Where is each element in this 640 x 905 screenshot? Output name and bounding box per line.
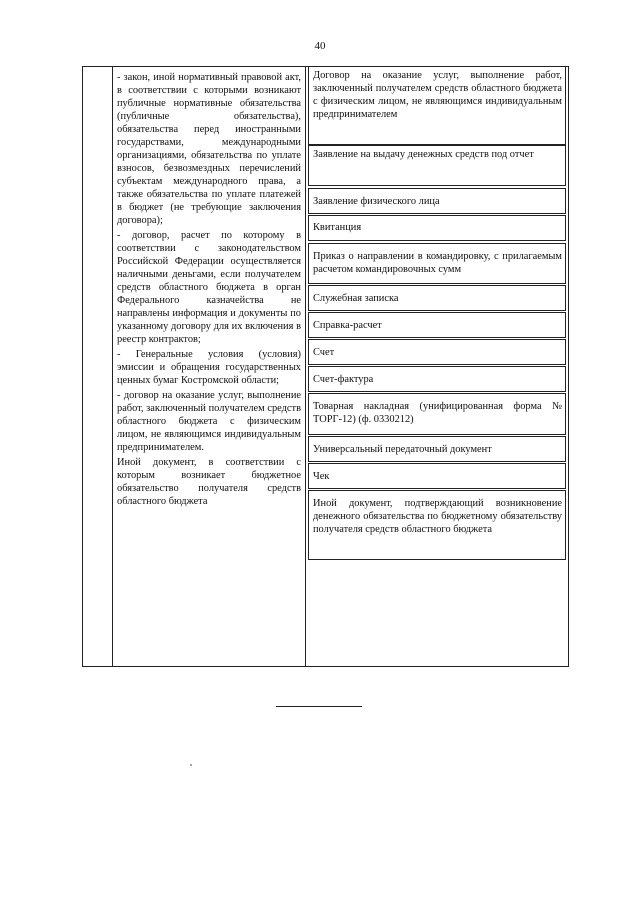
scan-speck — [190, 764, 192, 766]
table-column-basis — [113, 67, 306, 666]
document-row: Чек — [308, 463, 566, 489]
footer-rule — [276, 706, 362, 707]
document-row: Служебная записка — [308, 285, 566, 311]
document-row: Иной документ, подтверждающий возникновение денежного обязательства по бюджетному обязательству получателя средств областного бюджета — [308, 490, 566, 560]
document-row: Заявление физического лица — [308, 188, 566, 214]
document-row: Квитанция — [308, 215, 566, 241]
document-row: Универсальный передаточный документ — [308, 436, 566, 462]
table-column-number — [83, 67, 113, 666]
basis-paragraph: - Генеральные условия (условия) эмиссии и обращения государственных ценных бумаг Костромской области; — [117, 349, 301, 386]
page-number: 40 — [314, 40, 326, 52]
document-table — [82, 66, 569, 667]
basis-paragraph: - договор, расчет по которому в соответствии с законодательством Российской Федерации осуществляется наличными деньгами, если получателем средств областного бюджета в орган Федерального казначейства не направлены информация и документы по указанному договору для их включения в реестр контрактов; — [117, 230, 301, 345]
basis-paragraph: Иной документ, в соответствии с которым возникает бюджетное обязательство получателя средств областного бюджета — [117, 457, 301, 507]
table-column-documents — [306, 67, 568, 666]
basis-paragraph: - закон, иной нормативный правовой акт, в соответствии с которыми возникают публичные нормативные обязательства (публичные обязательства), обязательства перед иностранными государствами, международными организациями, обязательства по уплате взносов, безвозмездных перечислений субъектам международного права, а также обязательства по уплате платежей в бюджет (не требующие заключения договора); — [117, 72, 301, 226]
document-row: Заявление на выдачу денежных средств под отчет — [308, 145, 566, 186]
document-row: Приказ о направлении в командировку, с прилагаемым расчетом командировочных сумм — [308, 243, 566, 284]
document-row: Договор на оказание услуг, выполнение работ, заключенный получателем средств областного бюджета с физическим лицом, не являющимся индивидуальным предпринимателем — [308, 67, 566, 145]
document-row: Счет — [308, 339, 566, 365]
document-row: Товарная накладная (унифицированная форма № ТОРГ-12) (ф. 0330212) — [308, 393, 566, 435]
document-row: Счет-фактура — [308, 366, 566, 392]
document-row: Справка-расчет — [308, 312, 566, 338]
basis-paragraph: - договор на оказание услуг, выполнение работ, заключенный получателем средств областного бюджета с физическим лицом, не являющимся индивидуальным предпринимателем. — [117, 390, 301, 453]
